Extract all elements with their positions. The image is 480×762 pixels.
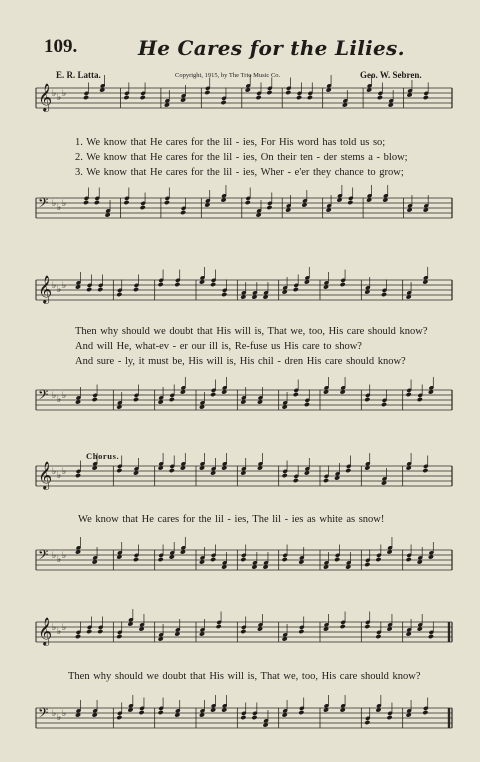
flat-icon: ♭ [57, 713, 62, 723]
flat-icon: ♭ [62, 281, 67, 291]
flat-icon: ♭ [52, 391, 57, 401]
composer-credit: Geo. W. Sebren. [360, 70, 422, 80]
treble-clef-icon: 𝄞 [38, 83, 53, 111]
chorus-line-1: We know that He cares for the lil - ies, The lil - ies as white as snow! [78, 514, 385, 525]
chorus-line-2: Then why should we doubt that His will is, That we, too, His care should know? [68, 671, 421, 682]
flat-icon: ♭ [62, 391, 67, 401]
flat-icon: ♭ [62, 467, 67, 477]
flat-icon: ♭ [52, 89, 57, 99]
flat-icon: ♭ [57, 285, 62, 295]
bass-clef-icon: 𝄢 [38, 705, 49, 724]
bass-clef-icon: 𝄢 [38, 195, 49, 214]
flat-icon: ♭ [52, 709, 57, 719]
treble-clef-icon: 𝄞 [38, 461, 53, 489]
flat-icon: ♭ [62, 199, 67, 209]
refrain-line-3: And sure - ly, it must be, His will is, His chil - dren His care should know? [75, 356, 406, 367]
flat-icon: ♭ [57, 627, 62, 637]
bass-clef-icon: 𝄢 [38, 387, 49, 406]
hymn-number: 109. [44, 36, 78, 57]
flat-icon: ♭ [62, 89, 67, 99]
flat-icon: ♭ [62, 551, 67, 561]
hymn-title: He Cares for the Lilies. [138, 36, 405, 60]
flat-icon: ♭ [57, 93, 62, 103]
lyricist-credit: E. R. Latta. [56, 70, 101, 80]
bass-clef-icon: 𝄢 [38, 547, 49, 566]
flat-icon: ♭ [52, 199, 57, 209]
flat-icon: ♭ [52, 551, 57, 561]
verse-line-2: 2. We know that He cares for the lil - ies, On their ten - der stems a - blow; [75, 152, 408, 163]
copyright-notice: Copyright, 1915, by The Trio Music Co. [175, 72, 281, 79]
refrain-line-1: Then why should we doubt that His will is, That we, too, His care should know? [75, 326, 428, 337]
flat-icon: ♭ [57, 395, 62, 405]
treble-clef-icon: 𝄞 [38, 275, 53, 303]
refrain-line-2: And will He, what-ev - er our ill is, Re-fuse us His care to show? [75, 341, 362, 352]
flat-icon: ♭ [62, 623, 67, 633]
flat-icon: ♭ [57, 471, 62, 481]
verse-line-1: 1. We know that He cares for the lil - ies, For His word has told us so; [75, 137, 386, 148]
treble-clef-icon: 𝄞 [38, 617, 53, 645]
flat-icon: ♭ [62, 709, 67, 719]
flat-icon: ♭ [52, 623, 57, 633]
chorus-label: Chorus. [86, 451, 120, 461]
flat-icon: ♭ [52, 467, 57, 477]
flat-icon: ♭ [52, 281, 57, 291]
flat-icon: ♭ [57, 203, 62, 213]
verse-line-3: 3. We know that He cares for the lil - ies, Wher - e'er they chance to grow; [75, 167, 404, 178]
flat-icon: ♭ [57, 555, 62, 565]
